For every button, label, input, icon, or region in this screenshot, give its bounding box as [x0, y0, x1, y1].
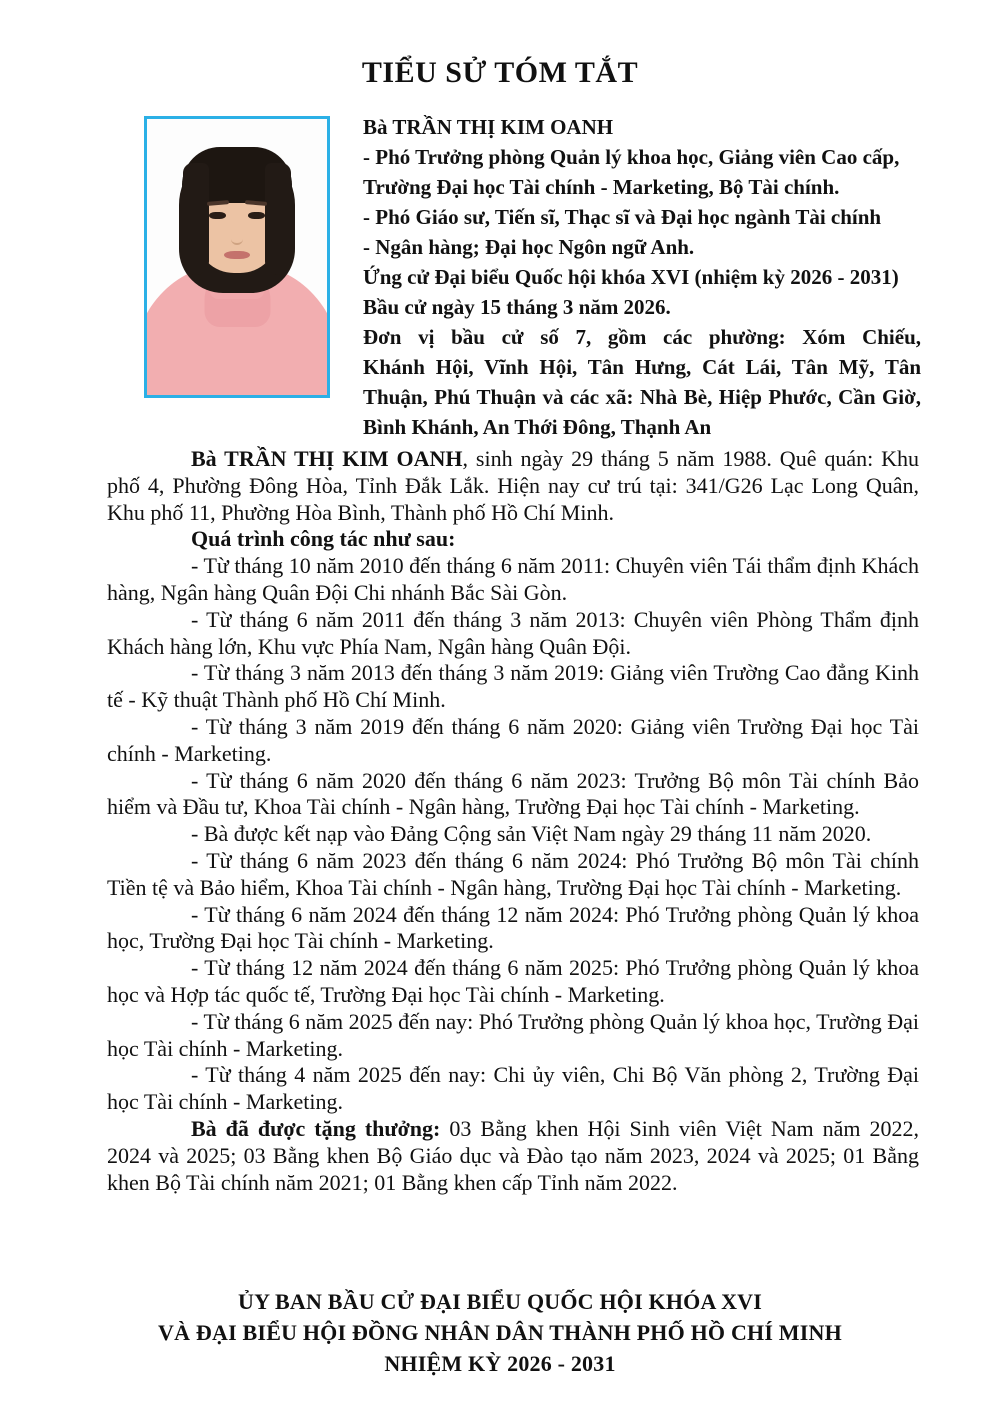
career-item: - Từ tháng 6 năm 2024 đến tháng 12 năm 2024: Phó Trưởng phòng Quản lý khoa học, Trường Đại học Tài chính - Marketing. — [107, 901, 919, 954]
awards-label: Bà đã được tặng thưởng: — [191, 1115, 441, 1141]
candidate-education-line-1: - Phó Giáo sư, Tiến sĩ, Thạc sĩ và Đại học ngành Tài chính — [363, 205, 882, 229]
career-item: - Bà được kết nạp vào Đảng Cộng sản Việt Nam ngày 29 tháng 11 năm 2020. — [191, 821, 872, 847]
biography-intro-rest: , sinh ngày 29 tháng 5 năm 1988. Quê quán: Khu phố 4, Phường Đông Hòa, Tỉnh Đắk Lắk. Hiện nay cư trú tại: 341/G26 Lạc Long Quân, Khu phố 11, Phường Hòa Bình, Thành phố Hồ Chí Minh. — [107, 446, 919, 525]
issuing-authority — [0, 1286, 1000, 1379]
biography-body — [107, 446, 919, 1196]
career-item: - Từ tháng 3 năm 2013 đến tháng 3 năm 2019: Giảng viên Trường Cao đẳng Kinh tế - Kỹ thuật Thành phố Hồ Chí Minh. — [107, 660, 919, 713]
portrait-eye-left — [209, 212, 226, 219]
candidacy-line: Ứng cử Đại biểu Quốc hội khóa XVI (nhiệm kỳ 2026 - 2031) — [363, 265, 899, 289]
issuing-authority-line-1: ỦY BAN BẦU CỬ ĐẠI BIỂU QUỐC HỘI KHÓA XVI — [237, 1289, 763, 1314]
portrait-hair-left — [183, 163, 209, 275]
career-item: - Từ tháng 6 năm 2025 đến nay: Phó Trưởng phòng Quản lý khoa học, Trường Đại học Tài chính - Marketing. — [107, 1008, 919, 1061]
constituency-line-4: Bình Khánh, An Thới Đông, Thạnh An — [363, 415, 712, 439]
page-title: TIỂU SỬ TÓM TẮT — [361, 56, 639, 89]
awards-text: 03 Bằng khen Hội Sinh viên Việt Nam năm 2022, 2024 và 2025; 03 Bằng khen Bộ Giáo dục và Đào tạo năm 2023, 2024 và 2025; 01 Bằng khen Bộ Tài chính năm 2021; 01 Bằng khen cấp Tỉnh năm 2022. — [107, 1115, 919, 1195]
candidate-position-line-2: Trường Đại học Tài chính - Marketing, Bộ Tài chính. — [363, 175, 840, 199]
candidate-name: Bà TRẦN THỊ KIM OANH — [363, 115, 614, 139]
constituency-line-1: Đơn vị bầu cử số 7, gồm các phường: Xóm Chiếu, — [363, 325, 921, 349]
awards-paragraph — [107, 1116, 919, 1196]
candidate-photo-frame — [144, 116, 330, 398]
career-item: - Từ tháng 3 năm 2019 đến tháng 6 năm 2020: Giảng viên Trường Đại học Tài chính - Marketing. — [107, 713, 919, 766]
candidate-position-line-1: - Phó Trưởng phòng Quản lý khoa học, Giảng viên Cao cấp, — [363, 145, 900, 169]
portrait-hair-right — [265, 163, 291, 275]
constituency-line-3: Thuận, Phú Thuận và các xã: Nhà Bè, Hiệp Phước, Cần Giờ, — [363, 385, 921, 409]
biography-intro-name: Bà TRẦN THỊ KIM OANH — [191, 446, 463, 471]
career-item: - Từ tháng 10 năm 2010 đến tháng 6 năm 2011: Chuyên viên Tái thẩm định Khách hàng, Ngân hàng Quân Đội Chi nhánh Bắc Sài Gòn. — [107, 553, 919, 605]
career-heading-text: Quá trình công tác như sau: — [191, 526, 456, 552]
biography-intro — [107, 446, 919, 526]
constituency-line-2: Khánh Hội, Vĩnh Hội, Tân Hưng, Cát Lái, Tân Mỹ, Tân — [363, 355, 921, 379]
candidate-header — [363, 112, 921, 442]
issuing-authority-line-2: VÀ ĐẠI BIỂU HỘI ĐỒNG NHÂN DÂN THÀNH PHỐ HỒ CHÍ MINH — [158, 1320, 842, 1345]
candidate-education-line-2: - Ngân hàng; Đại học Ngôn ngữ Anh. — [363, 235, 695, 259]
career-heading — [107, 526, 919, 553]
portrait-mouth — [224, 251, 250, 259]
portrait-nose — [231, 225, 243, 245]
career-item: - Từ tháng 6 năm 2020 đến tháng 6 năm 2023: Trưởng Bộ môn Tài chính Bảo hiểm và Đầu tư, Khoa Tài chính - Ngân hàng, Trường Đại học Tài chính - Marketing. — [107, 767, 919, 820]
career-item: - Từ tháng 12 năm 2024 đến tháng 6 năm 2025: Phó Trưởng phòng Quản lý khoa học và Hợp tác quốc tế, Trường Đại học Tài chính - Marketing. — [107, 955, 919, 1007]
career-item: - Từ tháng 4 năm 2025 đến nay: Chi ủy viên, Chi Bộ Văn phòng 2, Trường Đại học Tài chính - Marketing. — [107, 1062, 919, 1115]
election-date-line: Bầu cử ngày 15 tháng 3 năm 2026. — [363, 295, 671, 319]
career-item: - Từ tháng 6 năm 2023 đến tháng 6 năm 2024: Phó Trưởng Bộ môn Tài chính Tiền tệ và Bảo hiểm, Khoa Tài chính - Ngân hàng, Trường Đại học Tài chính - Marketing. — [107, 847, 919, 900]
portrait-eye-right — [248, 212, 265, 219]
candidate-photo — [147, 119, 327, 395]
career-item: - Từ tháng 6 năm 2011 đến tháng 3 năm 2013: Chuyên viên Phòng Thẩm định Khách hàng lớn, Khu vực Phía Nam, Ngân hàng Quân Đội. — [107, 606, 919, 659]
issuing-authority-line-3: NHIỆM KỲ 2026 - 2031 — [384, 1351, 616, 1376]
